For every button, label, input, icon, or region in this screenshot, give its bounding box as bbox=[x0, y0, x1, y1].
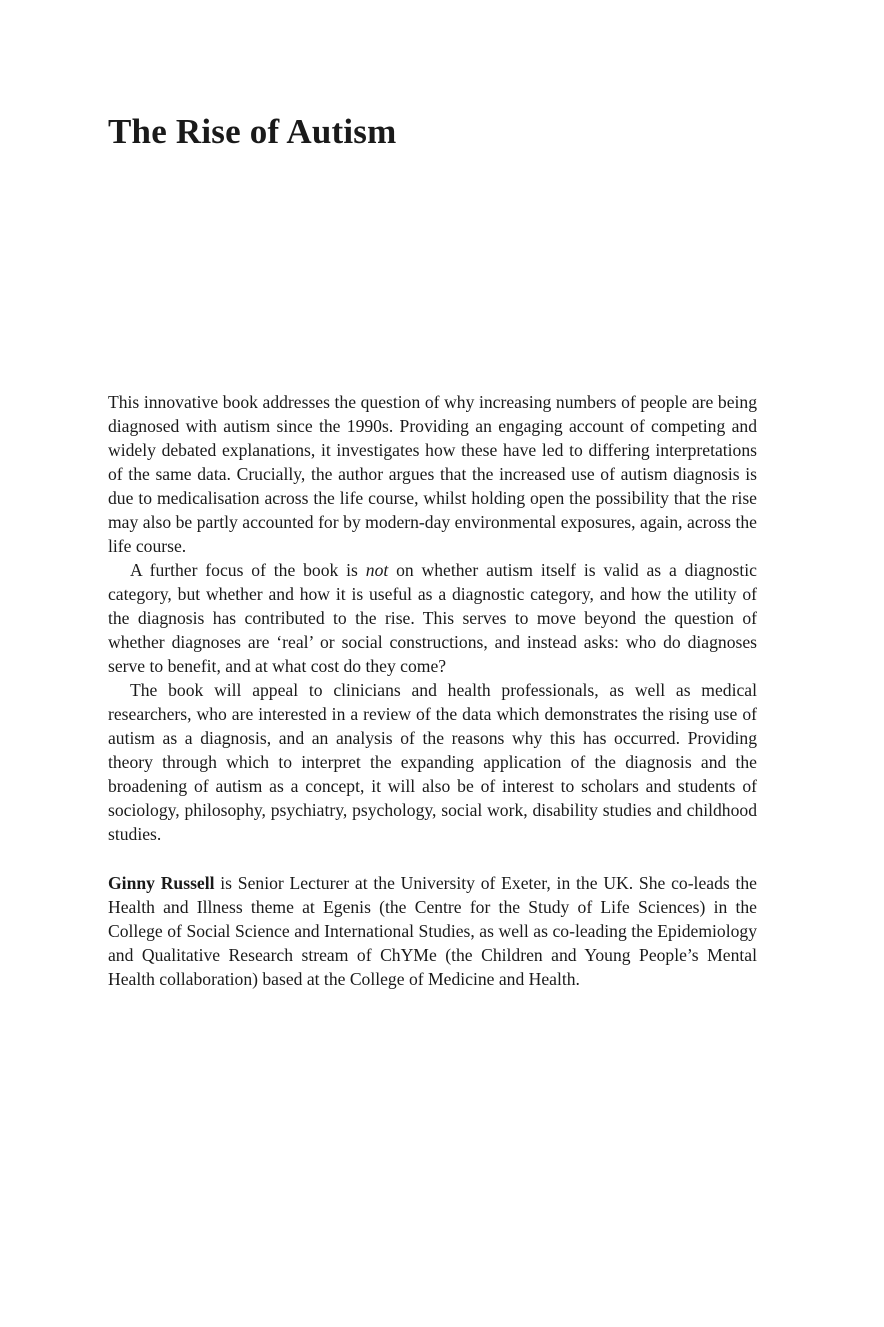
paragraph-2-rest: on whether autism itself is valid as a diagnostic category, but whether and how it is useful as a diagnostic category, and how the utility of the diagnosis has contributed to the rise. This serves to move beyond the question of whether diagnoses are ‘real’ or social constructions, and instead asks: who do diagnoses serve to benefit, and at what cost do they come? bbox=[108, 560, 757, 676]
book-title: The Rise of Autism bbox=[108, 112, 397, 151]
book-description bbox=[108, 390, 757, 846]
paragraph-2-start: A further focus of the book is bbox=[130, 560, 366, 580]
author-bio-text: is Senior Lecturer at the University of Exeter, in the UK. She co-leads the Health and Illness theme at Egenis (the Centre for the Study of Life Sciences) in the College of Social Science and International Studies, as well as co-leading the Epidemiology and Qualitative Research stream of ChYMe (the Children and Young People’s Mental Health collaboration) based at the College of Medicine and Health. bbox=[108, 873, 757, 989]
description-paragraph-2 bbox=[108, 558, 757, 678]
description-paragraph-1: This innovative book addresses the question of why increasing numbers of people are being diagnosed with autism since the 1990s. Providing an engaging account of competing and widely debated explanations, it investigates how these have led to differing interpretations of the same data. Crucially, the author argues that the increased use of autism diagnosis is due to medicalisation across the life course, whilst holding open the possibility that the rise may also be partly accounted for by modern-day environmental exposures, again, across the life course. bbox=[108, 392, 757, 556]
author-name: Ginny Russell bbox=[108, 873, 215, 893]
author-bio-paragraph bbox=[108, 871, 757, 991]
emphasis-not: not bbox=[365, 560, 389, 580]
description-paragraph-3: The book will appeal to clinicians and health professionals, as well as medical researchers, who are interested in a review of the data which demonstrates the rising use of autism as a diagnosis, and an analysis of the reasons why this has occurred. Providing theory through which to interpret the expanding application of the diagnosis and the broadening of autism as a concept, it will also be of interest to scholars and students of sociology, philosophy, psychiatry, psychology, social work, disability studies and childhood studies. bbox=[108, 680, 757, 844]
author-bio bbox=[108, 871, 757, 991]
